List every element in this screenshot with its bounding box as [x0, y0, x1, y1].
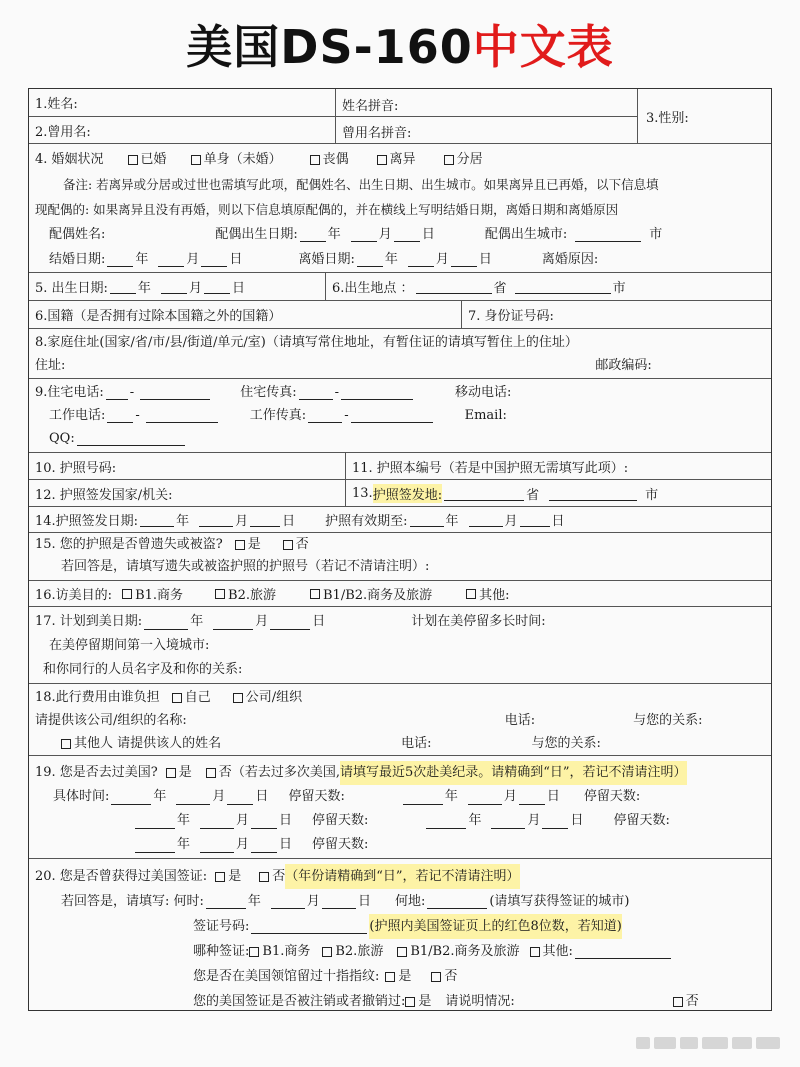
row-issue-date: 14.护照签发日期: 年 月 日 护照有效期至: 年 月 日: [29, 507, 771, 533]
gender-field[interactable]: 3.性别:: [637, 89, 689, 144]
opt-fp-yes[interactable]: 是: [385, 964, 411, 989]
checkbox-icon: [322, 947, 332, 957]
checkbox-icon: [128, 155, 138, 165]
passport-number-label[interactable]: 10. 护照号码:: [35, 460, 117, 476]
explain-label[interactable]: 请说明情况:: [445, 994, 515, 1009]
checkbox-icon: [444, 155, 454, 165]
divorce-reason-label: 离婚原因:: [541, 252, 599, 267]
dob-label: 5. 出生日期:: [35, 281, 108, 296]
row-visa-history: 20. 您是否曾获得过美国签证: 是 否 （年份请精确到“日”，若记不清请注明） 若回答是，请填写: 何时: 年 月 日 何地: (请填写获得签证的城市) 签证号码: (护照内美国签证页上的红色8位数，若知道) 哪种签证: B1.商务 B2.旅游 B1/B2.商务及旅游 其他: 您是否在美国领馆留过十指指纹: 是 否 您的美国签证是否被注销或者撤销过: 是 请说明情况: 否: [29, 859, 771, 1011]
row-marital: 4. 婚姻状况 已婚 单身（未婚） 丧偶 离异 分居 备注: 若离异或分居或过世也需填写此项，配偶姓名、出生日期、出生城市。如果离异且已再婚，以下信息填 现配偶的: 如果离异且没有再婚，则以下信息填原配偶的，并在横线上写明结婚日期，离婚日期和离婚原因 配偶姓名: 配偶出生日期: 年 月 日 配偶出生城市: 市 结婚日期: 年 月 日 离婚日期: 年 月 日 离婚原因:: [29, 144, 771, 273]
visa-question: 20. 您是否曾获得过美国签证:: [35, 869, 208, 884]
checkbox-icon: [61, 739, 71, 749]
companions-label[interactable]: 和你同行的人员名字及和你的关系:: [43, 662, 243, 677]
opt-lost-yes[interactable]: 是: [235, 534, 261, 556]
checkbox-icon: [405, 997, 415, 1007]
spouse-city-label: 配偶出生城市:: [484, 227, 568, 242]
opt-b2[interactable]: B2.旅游: [215, 584, 276, 603]
checkbox-icon: [310, 155, 320, 165]
marriage-date-label: 结婚日期:: [49, 252, 106, 267]
opt-revoked-yes[interactable]: 是: [405, 989, 431, 1014]
opt-married[interactable]: 已婚: [128, 147, 167, 172]
checkbox-icon: [166, 768, 176, 778]
checkbox-icon: [385, 972, 395, 982]
former-name-field[interactable]: 2.曾用名:: [35, 124, 91, 140]
opt-lost-no[interactable]: 否: [283, 534, 309, 556]
mobile-label[interactable]: 移动电话:: [455, 385, 512, 400]
revoked-label: 您的美国签证是否被注销或者撤销过:: [193, 994, 406, 1009]
id-number-label[interactable]: 7. 身份证号码:: [461, 301, 554, 328]
divorce-date-label: 离婚日期:: [298, 252, 355, 267]
stay-length-label[interactable]: 计划在美停留多长时间:: [411, 614, 546, 629]
visa-when-label: 若回答是，请填写: 何时:: [61, 894, 204, 909]
visa-number-note: (护照内美国签证页上的红色8位数，若知道): [369, 914, 621, 939]
email-label[interactable]: Email:: [464, 408, 507, 423]
visited-note: 请填写最近5次赴美纪录。请精确到“日”，若记不清请注明）: [340, 761, 687, 785]
visa-kind-label: 哪种签证:: [193, 944, 250, 959]
home-fax-label: 住宅传真:: [240, 385, 297, 400]
qq-label: QQ:: [49, 431, 75, 446]
checkbox-icon: [172, 693, 182, 703]
opt-revoked-no[interactable]: 否: [673, 989, 699, 1014]
opt-visa-other[interactable]: 其他:: [530, 939, 573, 964]
checkbox-icon: [283, 540, 293, 550]
opt-other-person[interactable]: 其他人 请提供该人的姓名: [61, 732, 221, 755]
row-lost-passport: [29, 533, 771, 581]
row-expense: [29, 684, 771, 756]
checkbox-icon: [206, 768, 216, 778]
title-part1: 美国DS-160: [186, 20, 473, 74]
opt-visa-b2[interactable]: B2.旅游: [322, 939, 383, 964]
passport-book-label[interactable]: 11. 护照本编号（若是中国护照无需填写此项）:: [345, 453, 628, 479]
opt-visited-yes[interactable]: 是: [166, 761, 192, 785]
fingerprint-label: 您是否在美国领馆留过十指指纹:: [193, 969, 380, 984]
other-phone-label[interactable]: 电话:: [401, 736, 432, 751]
row-issuer: 12. 护照签发国家/机关: 13. 护照签发地: 省 市: [29, 480, 771, 507]
company-name-label[interactable]: 请提供该公司/组织的名称:: [35, 713, 187, 728]
opt-visa-b1b2[interactable]: B1/B2.商务及旅游: [397, 939, 519, 964]
checkbox-icon: [397, 947, 407, 957]
opt-visa-no[interactable]: 否: [259, 864, 285, 889]
marital-note-1: 备注: 若离异或分居或过世也需填写此项，配偶姓名、出生日期、出生城市。如果离异且已再婚，以下信息填: [63, 177, 659, 192]
opt-single[interactable]: 单身（未婚）: [191, 147, 282, 172]
row-address: [29, 329, 771, 379]
pinyin-field[interactable]: 姓名拼音: 曾用名拼音:: [335, 89, 342, 144]
issuer-label[interactable]: 12. 护照签发国家/机关:: [35, 487, 173, 503]
row-visited-us: 19. 您是否去过美国? 是 否 （若去过多次美国, 请填写最近5次赴美纪录。请精确到“日”，若记不清请注明） 具体时间: 年 月 日 停留天数: 年 月 日 停留天数: 年 月 日 停留天数: 年 月 日 停留天数: 年 月 日 停留天数:: [29, 756, 771, 859]
issue-place-label: 护照签发地:: [373, 484, 442, 503]
checkbox-icon: [530, 947, 540, 957]
opt-self[interactable]: 自己: [172, 686, 211, 709]
checkbox-icon: [431, 972, 441, 982]
checkbox-icon: [377, 155, 387, 165]
checkbox-icon: [673, 997, 683, 1007]
expense-label: 18.此行费用由谁负担: [35, 690, 160, 705]
address-field[interactable]: 住址:: [35, 358, 66, 373]
checkbox-icon: [191, 155, 201, 165]
row-name: [29, 89, 771, 144]
opt-divorced[interactable]: 离异: [377, 147, 416, 172]
company-phone-label[interactable]: 电话:: [504, 713, 536, 728]
ds160-form: [28, 88, 772, 1011]
work-fax-label: 工作传真:: [249, 408, 307, 423]
visa-where-label: 何地:: [394, 894, 426, 909]
document-title: [0, 0, 800, 88]
opt-visited-no[interactable]: 否: [206, 761, 232, 785]
checkbox-icon: [122, 589, 132, 599]
visa-number-label: 签证号码:: [193, 919, 250, 934]
expiry-label: 护照有效期至:: [325, 514, 408, 529]
checkbox-icon: [259, 872, 269, 882]
name-field[interactable]: 1.姓名:: [35, 97, 78, 112]
checkbox-icon: [249, 947, 259, 957]
marital-note-2: 现配偶的: 如果离异且没有再婚，则以下信息填原配偶的，并在横线上写明结婚日期，离婚日期和离婚原因: [35, 202, 619, 217]
other-relation-label[interactable]: 与您的关系:: [531, 736, 601, 751]
checkbox-icon: [235, 540, 245, 550]
row-plan: 17. 计划到美日期: 年 月 日 计划在美停留多长时间: 在美停留期间第一入境城市: 和你同行的人员名字及和你的关系:: [29, 607, 771, 684]
row-passport-number: [29, 453, 771, 480]
spouse-dob-label: 配偶出生日期:: [215, 227, 298, 242]
checkbox-icon: [215, 589, 225, 599]
purpose-label: 16.访美目的:: [35, 588, 113, 603]
issue-date-label: 14.护照签发日期:: [35, 514, 139, 529]
checkbox-icon: [215, 872, 225, 882]
lost-passport-followup[interactable]: 若回答是，请填写遗失或被盗护照的护照号（若记不清请注明）:: [61, 559, 430, 574]
checkbox-icon: [310, 589, 320, 599]
birthplace-label: 6.出生地点 ：: [332, 281, 414, 296]
visit-time-label: 具体时间:: [53, 789, 110, 804]
opt-visa-yes[interactable]: 是: [215, 864, 241, 889]
first-city-label[interactable]: 在美停留期间第一入境城市:: [49, 638, 210, 653]
company-relation-label[interactable]: 与您的关系:: [633, 713, 703, 728]
opt-visa-b1[interactable]: B1.商务: [249, 939, 310, 964]
postcode-field[interactable]: 邮政编码:: [595, 358, 652, 373]
marital-label: 4. 婚姻状况: [35, 152, 104, 167]
lost-passport-question: 15. 您的护照是否曾遗失或被盗?: [35, 537, 223, 552]
visa-date-note: （年份请精确到“日”，若记不清请注明）: [285, 864, 519, 889]
opt-company[interactable]: 公司/组织: [233, 686, 302, 709]
opt-widowed[interactable]: 丧偶: [310, 147, 349, 172]
former-pinyin-field: 曾用名拼音:: [342, 126, 412, 141]
row-purpose: [29, 581, 771, 607]
checkbox-icon: [466, 589, 476, 599]
spouse-name-label: 配偶姓名:: [49, 227, 106, 242]
row-nationality: [29, 301, 771, 329]
checkbox-icon: [233, 693, 243, 703]
title-part2: 中文表: [472, 20, 614, 74]
watermark: [636, 1037, 786, 1053]
opt-other[interactable]: 其他:: [466, 584, 509, 603]
address-label: 8.家庭住址(国家/省/市/县/街道/单元/室)（请填写常住地址，有暂住证的请填写暂住上的住址）: [35, 335, 578, 350]
work-phone-label: 工作电话:: [49, 408, 106, 423]
opt-b1b2[interactable]: B1/B2.商务及旅游: [310, 584, 432, 603]
row-phones: 9.住宅电话: - 住宅传真: - 移动电话: 工作电话: - 工作传真: - Email: QQ:: [29, 379, 771, 453]
opt-fp-no[interactable]: 否: [431, 964, 457, 989]
opt-b1[interactable]: B1.商务: [122, 584, 183, 603]
row-birth: 5. 出生日期: 年 月 日 6.出生地点 ： 省 市: [29, 273, 771, 301]
visited-question: 19. 您是否去过美国?: [35, 765, 158, 780]
nationality-label[interactable]: 6.国籍（是否拥有过除本国籍之外的国籍）: [35, 309, 282, 324]
arrival-date-label: 17. 计划到美日期:: [35, 614, 143, 629]
opt-separated[interactable]: 分居: [444, 147, 483, 172]
home-phone-label: 9.住宅电话:: [35, 385, 104, 400]
